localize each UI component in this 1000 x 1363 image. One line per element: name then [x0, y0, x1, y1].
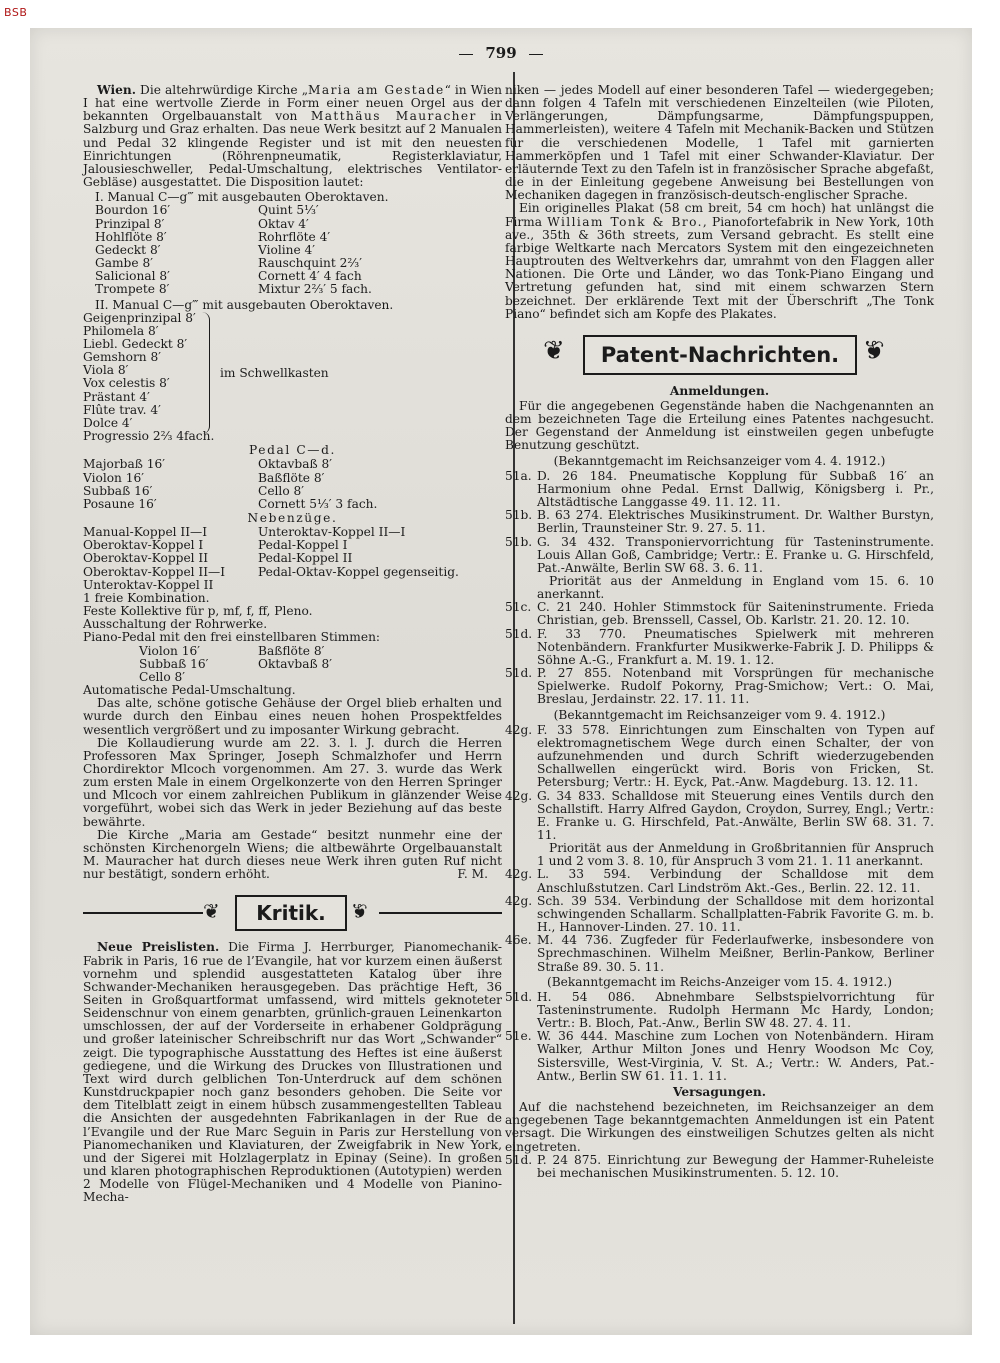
patent-class: 42g. — [505, 788, 533, 803]
coupler: Pedal-Koppel II — [258, 551, 353, 566]
wien-text-2: “ in Wien I hat eine wertvolle Zierde in Form einer neuen Orgel aus der bekannten Orgelbauanstalt von — [83, 83, 502, 124]
patent-entry — [505, 470, 934, 509]
pedal-stops — [83, 458, 502, 511]
closing-paragraph-3 — [83, 829, 502, 882]
patent-class: 42g. — [505, 867, 533, 882]
banner-line-right — [379, 912, 502, 914]
patent-text: F. 33 578. Einrichtungen zum Einschalten von Typen auf elektromagnetischem Wege durch einen Schalter, der von aufzunehmenden und durch Schrift wiederzugebenden Schallwellen eingerückt wird. Boris von Fricken, St. Petersburg; Vertr.: H. Eyck, Pat.-Anw. Magdeburg. 13. 12. 11. — [537, 722, 934, 790]
plakat-text-2: , Pianofortefabrik in New York, 10th ave., 35th & 36th streets, zum Versand gebracht. Es stellt eine farbige Weltkarte nach Mercators System mit den eingezeichneten Hauptrouten des Weltverkehrs dar, umrahmt von den Flaggen aller Nationen. Die Orte und Länder, wo das Tonk-Piano Eingang und Vertretung gefunden hat, sind mit einem schwarzen Stern bezeichnet. Der erklärende Text mit der Überschrift „The Tonk Piano“ befindet sich am Kopfe des Plakates. — [505, 214, 934, 321]
pedal-heading: Pedal C—d. — [249, 443, 336, 458]
patent-text: G. 34 833. Schalldose mit Steuerung eines Ventils durch den Schallstift. Harry Alfred Gaydon, Croydon, Surrey, Engl.; Vertr.: E. Franke u. G. Hirschfeld, Pat.-Anwälte, Berlin SW 68. 31. 7. 11. — [537, 788, 934, 842]
group-3-heading: (Bekanntgemacht im Reichs-Anzeiger vom 15. 4. 1912.) — [546, 974, 893, 989]
stop: Violine 4′ — [258, 242, 316, 257]
coupler-line: Ausschaltung der Rohrwerke. — [83, 617, 268, 632]
stop: Cello 8′ — [139, 669, 186, 684]
closing-text: Die Kirche „Maria am Gestade“ besitzt nunmehr eine der schönsten Kirchenorgeln Wiens; die altbewährte Orgelbauanstalt M. Mauracher hat durch dieses neue Werk ihren guten Ruf nicht nur bestätigt, sondern erhöht. — [83, 827, 502, 882]
stop: Violon 16′ — [83, 470, 145, 485]
banner-line-left — [83, 912, 203, 914]
stop: Salicional 8′ — [95, 269, 170, 284]
dash-left — [459, 54, 473, 55]
versagungen-intro: Auf die nachstehend bezeichneten, im Reichsanzeiger an dem angegebenen Tage bekanntgemachten Anmeldungen ist ein Patent versagt. Die Wirkungen des einstweiligen Schutzes gelten als nicht eingetreten. — [505, 1100, 934, 1154]
patent-entry — [505, 934, 934, 973]
firm-name: William Tonk & Bro. — [547, 214, 703, 229]
patent-entry — [505, 575, 934, 601]
stop: Prinzipal 8′ — [95, 216, 165, 231]
patent-class: 42g. — [505, 722, 533, 737]
swell-label: im Schwellkasten — [220, 365, 329, 380]
patent-banner — [505, 333, 934, 379]
patent-entry — [505, 1154, 934, 1180]
patent-text: G. 34 432. Transponiervorrichtung für Tasteninstrumente. Louis Allan Goß, Cambridge; Vertr.: E. Franke u. G. Hirschfeld, Pat.-Anwälte, Berlin SW 68. 3. 6. 11. — [537, 534, 934, 575]
patent-class: 51d. — [505, 1152, 533, 1167]
manual-1-heading: I. Manual C—g‴ mit ausgebauten Oberoktaven. — [95, 190, 389, 205]
coupler: Manual-Koppel II—I — [83, 525, 208, 540]
patent-class — [505, 842, 537, 868]
stop: Trompete 8′ — [95, 282, 170, 297]
patent-entry — [505, 842, 934, 868]
wien-text-1: Die altehrwürdige Kirche „ — [135, 83, 309, 97]
kritik-lead: Neue Preislisten. — [97, 940, 220, 955]
coupler: Pedal-Oktav-Koppel gegenseitig. — [258, 564, 459, 579]
progressio-stop: Progressio 2⅔ 4fach. — [83, 429, 215, 444]
stop: Viola 8′ — [83, 363, 129, 378]
patent-group-3 — [505, 991, 934, 1083]
stop: Baßflöte 8′ — [258, 470, 325, 485]
plakat-paragraph — [505, 202, 934, 320]
ornament-right-icon: ❦ — [351, 899, 368, 924]
patent-text: Priorität aus der Anmeldung in Großbritannien für Anspruch 1 und 2 vom 3. 8. 10, für Anspruch 3 vom 21. 1. 11 anerkannt. — [537, 841, 934, 869]
patent-text: D. 26 184. Pneumatische Kopplung für Subbaß 16′ an Harmonium ohne Pedal. Ernst Dallwig, Königsberg i. Pr., Altstädtische Langgasse 49. 11. 12. 11. — [537, 468, 934, 510]
ornament-left-icon: ❦ — [203, 899, 220, 924]
patent-entry — [505, 868, 934, 894]
patent-class: 51b. — [505, 534, 533, 549]
patent-class: 51a. — [505, 468, 532, 483]
stop: Oktavbaß 8′ — [258, 457, 333, 472]
anmeldungen-heading: Anmeldungen. — [669, 383, 770, 398]
wien-intro — [83, 84, 502, 189]
stop: Dolce 4′ — [83, 415, 133, 430]
wien-lead: Wien. — [97, 83, 136, 97]
ornament-left-icon: ❦ — [543, 335, 565, 366]
kritik-text: Die Firma J. Herrburger, Pianomechanik-Fabrik in Paris, 16 rue de l’Evangile, hat vor kurzem einen äußerst vornehm und splendid ausgestatteten Katalog über ihre Schwander-Mechaniken herausgegeben. Das prächtige Heft, 36 Seiten in Großquartformat umfassend, wird mittels geknoteter Seidenschnur von einem genarbten, grünlich-grauen Leinenkarton umschlossen, der auf der Vorderseite in erhabener Goldprägung und großer lateinischer Schreibschrift nur das Wort „Schwander“ zeigt. Die typographische Ausstattung des Heftes ist eine äußerst gediegene, und die Wirkung des Druckes von Illustrationen und Text wird durch gelblichen Ton-Unterdruck auf dem schönen Kunstdruckpapier noch ganz besonders gehoben. Die Seite vor dem Titelblatt zeigt in einem hübsch zusammengestellten Tableau die Ansichten der ausgedehnten Fabrikanlagen in der Rue de l’Evangile und der Rue Marc Seguin in Paris zur Herstellung von Pianomechaniken und Klaviaturen, der Zweigfabrik in New York, und der Sigerei mit Holzlagerplatz in Epinay (Seine). In großen und klaren photographischen Reproduktionen (Autotypien) werden 2 Modelle von Flügel-Mechaniken und 4 Modelle von Pianino-Mecha- — [83, 940, 502, 1205]
stop: Philomela 8′ — [83, 323, 159, 338]
nebenzuege-heading: Nebenzüge. — [247, 511, 338, 525]
page-sheet — [30, 28, 972, 1335]
patent-entry — [505, 1030, 934, 1083]
coupler-line: Unteroktav-Koppel II — [83, 577, 214, 592]
dash-right — [529, 54, 543, 55]
swell-brace — [201, 312, 210, 434]
stop: Mixtur 2⅔′ 5 fach. — [258, 282, 372, 297]
piano-pedal-stops — [83, 645, 502, 684]
patent-entry — [505, 667, 934, 706]
builder-name: Matthäus Mauracher — [310, 109, 477, 124]
patent-text: Sch. 39 534. Verbindung der Schalldose mit dem horizontal schwingenden Schallarm. Schallplatten-Fabrik Favorite G. m. b. H., Hannover-Linden. 27. 10. 11. — [537, 893, 934, 935]
stop: Liebl. Gedeckt 8′ — [83, 336, 188, 351]
patent-entry — [505, 628, 934, 667]
stop: Prästant 4′ — [83, 389, 150, 404]
stop: Cello 8′ — [258, 483, 305, 498]
patent-entry — [505, 991, 934, 1030]
left-column — [83, 84, 502, 1205]
plakat-text-1: Ein originelles Plakat (58 cm breit, 54 cm hoch) hat unlängst die Firma — [505, 201, 934, 229]
patent-entry — [505, 601, 934, 627]
stop: Vox celestis 8′ — [83, 376, 170, 391]
patent-text: C. 21 240. Hohler Stimmstock für Saiteninstrumente. Frieda Christian, geb. Brenssell, Cassel, Ob. Karlstr. 21. 20. 12. 10. — [537, 600, 934, 628]
stop: Cornett 4′ 4 fach — [258, 269, 362, 284]
stop: Oktavbaß 8′ — [258, 656, 333, 671]
coupler: Oberoktav-Koppel I — [83, 538, 204, 553]
page-number-value: 799 — [485, 44, 517, 62]
closing-paragraph-2: Die Kollaudierung wurde am 22. 3. l. J. durch die Herren Professoren Max Springer, Joseph Schmalzhofer und Herrn Chordirektor Mlcoch vorgenommen. Am 27. 3. wurde das Werk zum ersten Male in einem Orgelkonzerte von den Herren Springer und Mlcoch vor einem zahlreichen Publikum in glänzender Weise vorgeführt, wobei sich das Werk in jeder Beziehung auf das beste bewährte. — [83, 735, 502, 829]
stop: Gambe 8′ — [95, 256, 153, 271]
scan-mark: BSB — [4, 6, 28, 19]
patent-class: 51c. — [505, 600, 532, 615]
patent-entry — [505, 895, 934, 934]
patent-title: Patent-Nachrichten. — [583, 335, 857, 375]
church-name: Maria am Gestade — [308, 83, 445, 97]
right-column — [505, 84, 934, 1180]
coupler-line: Piano-Pedal mit den frei einstellbaren Stimmen: — [83, 630, 381, 645]
coupler-list — [83, 526, 502, 579]
patent-text: P. 24 875. Einrichtung zur Bewegung der Hammer-Ruheleiste bei mechanischen Musikinstrumenten. 5. 12. 10. — [537, 1152, 934, 1180]
patent-class: 51d. — [505, 626, 533, 641]
author-signature: F. M. — [457, 867, 488, 882]
stop: Oktav 4′ — [258, 216, 309, 231]
manual-2-heading: II. Manual C—g‴ mit ausgebauten Oberoktaven. — [95, 297, 394, 312]
stop: Subbaß 16′ — [83, 483, 153, 498]
stop: Posaune 16′ — [83, 496, 157, 511]
anmeldungen-intro: Für die angegebenen Gegenstände haben die Nachgenannten an dem bezeichneten Tage die Erteilung eines Patentes nachgesucht. Der Gegenstand der Anmeldung ist einstweilen gegen unbefugte Benutzung geschützt. — [505, 398, 934, 453]
stop: Quint 5⅓′ — [258, 203, 319, 218]
patent-class: 46e. — [505, 933, 532, 948]
patent-text: M. 44 736. Zugfeder für Federlaufwerke, insbesondere von Sprechmaschinen. Wilhelm Meißner, Berlin-Pankow, Berliner Straße 89. 30. 5. 11. — [537, 933, 934, 974]
patent-text: F. 33 770. Pneumatisches Spielwerk mit mehreren Notenbändern. Frankfurter Musikwerke-Fabrik J. D. Philipps & Söhne A.-G., Frankfurt a. M. 19. 1. 12. — [537, 626, 934, 667]
stop: Majorbaß 16′ — [83, 457, 166, 472]
patent-entry — [505, 790, 934, 843]
stop: Gedeckt 8′ — [95, 242, 161, 257]
patent-group-1 — [505, 470, 934, 707]
stop: Rauschquint 2⅔′ — [258, 256, 363, 271]
coupler-line: 1 freie Kombination. — [83, 590, 210, 605]
coupler-line: Feste Kollektive für p, mf, f, ff, Pleno. — [83, 604, 313, 619]
closing-paragraph-1: Das alte, schöne gotische Gehäuse der Orgel blieb erhalten und wurde durch den Einbau eines neuen hohen Prospektfeldes wesentlich vergrößert und zu imposanter Wirkung gebracht. — [83, 696, 502, 737]
coupler: Oberoktav-Koppel II—I — [83, 564, 226, 579]
kritik-title: Kritik. — [235, 895, 347, 931]
wien-text-3: in Salzburg und Graz erhalten. Das neue Werk besitzt auf 2 Manualen und Pedal 32 klingende Register und ist mit den neuesten Einrichtungen (Röhrenpneumatik, Registerklaviatur, Jalousieschweller, Pedal-Umschaltung, elektrisches Ventilator-Gebläse) ausgestattet. Die Disposition lautet: — [83, 109, 503, 190]
page-number — [30, 44, 972, 62]
patent-class: 51e. — [505, 1029, 532, 1044]
stop: Hohlflöte 8′ — [95, 229, 167, 244]
stop: Rohrflöte 4′ — [258, 229, 331, 244]
group-2-heading: (Bekanntgemacht im Reichsanzeiger vom 9. 4. 1912.) — [553, 707, 886, 722]
stop: Cornett 5⅓′ 3 fach. — [258, 496, 378, 511]
coupler: Oberoktav-Koppel II — [83, 551, 209, 566]
patent-text: L. 33 594. Verbindung der Schalldose mit dem Anschlußstutzen. Carl Lindström Akt.-Ges., Berlin. 22. 12. 11. — [537, 867, 934, 895]
stop: Bourdon 16′ — [95, 203, 171, 218]
patent-group-4 — [505, 1154, 934, 1180]
patent-entry — [505, 536, 934, 575]
manual-2-stops — [83, 312, 502, 430]
patent-class: 51d. — [505, 666, 533, 681]
manual-1-stops — [83, 204, 502, 296]
patent-class: 42g. — [505, 893, 533, 908]
kritik-paragraph — [83, 941, 502, 1204]
group-1-heading: (Bekanntgemacht im Reichsanzeiger vom 4. 4. 1912.) — [553, 453, 886, 468]
patent-text: W. 36 444. Maschine zum Lochen von Notenbändern. Hiram Walker, Arthur Milton Jones und Henry Woodson Mc Coy, Sistersville, West-Virginia, V. St. A.; Vertr.: W. Anders, Pat.-Antw., Berlin SW 61. 11. 1. 11. — [537, 1029, 934, 1083]
patent-text: Priorität aus der Anmeldung in England vom 15. 6. 10 anerkannt. — [537, 574, 934, 602]
stop: Geigenprinzipal 8′ — [83, 310, 196, 325]
stop: Subbaß 16′ — [139, 656, 209, 671]
stop: Violon 16′ — [139, 643, 201, 658]
patent-text: B. 63 274. Elektrisches Musikinstrument. Dr. Walther Burstyn, Berlin, Traunsteiner Str. 9. 27. 5. 11. — [537, 508, 934, 536]
patent-group-2 — [505, 724, 934, 974]
patent-entry — [505, 724, 934, 790]
stop: Baßflöte 8′ — [258, 643, 325, 658]
continuation-paragraph: niken — jedes Modell auf einer besonderen Tafel — wiedergegeben; dann folgen 4 Tafeln mit verschiedenen Einzelteilen (wie Piloten, Verlängerungen, Dämpfungsarme, Dämpfungspuppen, Hammerleisten), weitere 4 Tafeln mit Mechanik-Backen und Stützen für die verschiedenen Modelle, 1 Tafel mit garnierten Hammerköpfen und 1 Tafel mit einer Schwander-Klaviatur. Der erläuternde Text zu den Tafeln ist in französischer Sprache abgefaßt, die in der Einleitung gegebene Anweisung bei Bestellungen von Mechaniken dagegen in französisch-deutsch-englischer Sprache. — [505, 83, 934, 203]
versagungen-heading: Versagungen. — [673, 1084, 766, 1099]
automatic-switch: Automatische Pedal-Umschaltung. — [83, 683, 296, 698]
coupler: Unteroktav-Koppel II—I — [258, 525, 406, 540]
coupler: Pedal-Koppel I — [258, 538, 348, 553]
patent-class: 51d. — [505, 989, 533, 1004]
patent-class: 51b. — [505, 508, 533, 523]
ornament-right-icon: ❦ — [863, 335, 885, 366]
patent-text: P. 27 855. Notenband mit Vorsprüngen für mechanische Spielwerke. Rudolf Pokorny, Prag-Smichow; Vert.: O. Mai, Breslau, Jerdainstr. 22. 17. 11. 11. — [537, 666, 934, 707]
patent-class — [505, 575, 537, 601]
patent-entry — [505, 509, 934, 535]
stop: Flûte trav. 4′ — [83, 402, 161, 417]
stop: Gemshorn 8′ — [83, 350, 162, 365]
kritik-banner — [83, 891, 502, 935]
patent-text: H. 54 086. Abnehmbare Selbstspielvorrichtung für Tasteninstrumente. Rudolph Hermann Mc Hardy, London; Vertr.: B. Bloch, Pat.-Anw., Berlin SW 48. 27. 4. 11. — [537, 989, 934, 1031]
